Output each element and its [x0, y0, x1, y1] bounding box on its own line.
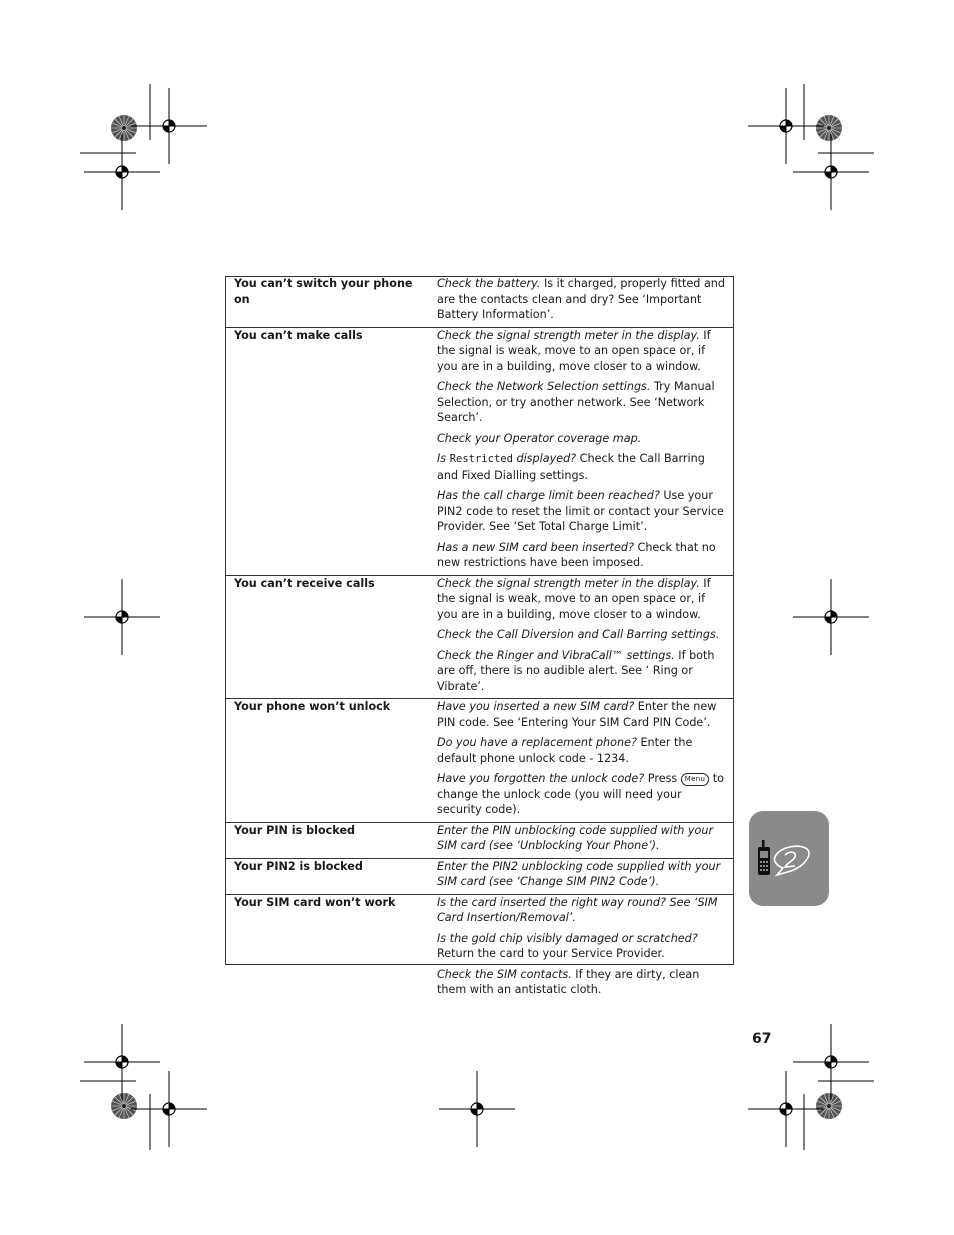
solution-paragraph: [437, 379, 726, 426]
troubleshooting-table: [225, 276, 734, 1002]
problem-label: You can’t make calls: [234, 328, 363, 342]
solution-cell: [427, 699, 734, 823]
solution-check: Is: [437, 452, 450, 465]
solution-text: If they are dirty, clean them with an antistatic cloth.: [437, 967, 700, 996]
solution-paragraph: [437, 823, 726, 854]
solution-check: Check the signal strength meter in the display.: [437, 328, 700, 342]
table-row: [225, 575, 734, 699]
solution-paragraph: [437, 488, 726, 535]
solution-check: Has a new SIM card been inserted?: [437, 540, 634, 554]
table-row: [225, 276, 734, 327]
solution-text: If the signal is weak, move to an open space or, if you are in a building, move closer to a window.: [437, 576, 711, 621]
page-number: 67: [752, 1031, 772, 1047]
solution-cell: [427, 327, 734, 575]
chapter-tab: [749, 811, 829, 906]
solution-check: Check the Ringer and VibraCall™ settings.: [437, 648, 675, 662]
solution-check: Do you have a replacement phone?: [437, 736, 637, 749]
problem-cell: [225, 858, 427, 894]
solution-check: Have you inserted a new SIM card?: [437, 700, 635, 713]
table-row: [225, 858, 734, 894]
solution-text: Is it charged, properly fitted and are the contacts clean and dry? See ‘Important Battery Information’.: [437, 277, 725, 321]
table-row: [225, 822, 734, 858]
problem-label: Your PIN is blocked: [234, 823, 356, 837]
problem-cell: [225, 276, 427, 327]
troubleshooting-table-body: [225, 276, 734, 1002]
problem-cell: [225, 575, 427, 699]
solution-check: Is the gold chip visibly damaged or scratched?: [437, 931, 698, 945]
solution-text: If both are off, there is no audible alert. See ‘ Ring or Vibrate’.: [437, 648, 715, 693]
solution-paragraph: [437, 648, 726, 695]
solution-cell: [427, 575, 734, 699]
problem-cell: [225, 894, 427, 1002]
solution-cell: [427, 822, 734, 858]
table-row: [225, 894, 734, 1002]
solution-paragraph: [437, 895, 726, 926]
solution-check: Enter the PIN unblocking code supplied with your SIM card (see ‘Unblocking Your Phone’).: [437, 823, 714, 852]
solution-check: Check your Operator coverage map.: [437, 431, 642, 445]
problem-label: Your PIN2 is blocked: [234, 859, 363, 873]
solution-check: Check the Call Diversion and Call Barring settings.: [437, 628, 720, 641]
solution-text: Enter the new PIN code. See ‘Entering Your SIM Card PIN Code’.: [437, 700, 717, 729]
problem-label: Your phone won’t unlock: [234, 700, 391, 713]
solution-check: Check the Network Selection settings.: [437, 380, 651, 393]
solution-text: Use your PIN2 code to reset the limit or contact your Service Provider. See ‘Set Total Charge Limit’.: [437, 489, 724, 533]
solution-paragraph: [437, 931, 726, 962]
problem-cell: [225, 327, 427, 575]
solution-text: Return the card to your Service Provider.: [437, 947, 665, 960]
table-row: [225, 699, 734, 823]
solution-text: Try Manual Selection, or try another network. See ‘Network Search’.: [437, 380, 715, 424]
solution-check-continued: displayed?: [512, 452, 577, 465]
solution-check: Have you forgotten the unlock code?: [437, 772, 645, 785]
solution-paragraph: [437, 276, 726, 323]
solution-paragraph: [437, 451, 726, 483]
solution-paragraph: [437, 967, 726, 998]
solution-text: Press: [644, 772, 678, 785]
solution-paragraph: [437, 771, 726, 818]
display-text-restricted: Restricted: [449, 453, 513, 465]
solution-paragraph: [437, 431, 726, 447]
solution-paragraph: [437, 328, 726, 375]
solution-check: Has the call charge limit been reached?: [437, 489, 660, 502]
solution-paragraph: [437, 576, 726, 623]
solution-check: Check the signal strength meter in the display.: [437, 576, 700, 590]
solution-cell: [427, 858, 734, 894]
solution-text-continued: to change the unlock code (you will need your security code).: [437, 772, 725, 816]
solution-paragraph: [437, 627, 726, 643]
problem-label: You can’t receive calls: [234, 576, 375, 590]
solution-check: Check the battery.: [437, 277, 541, 290]
solution-paragraph: [437, 540, 726, 571]
solution-check: Check the SIM contacts.: [437, 967, 572, 981]
solution-check: Is the card inserted the right way round? See ‘SIM Card Insertion/Removal’.: [437, 895, 718, 924]
problem-cell: [225, 822, 427, 858]
menu-key-icon: Menu: [681, 773, 709, 786]
phone-with-speech-bubble-icon: [749, 811, 829, 906]
problem-label: Your SIM card won’t work: [234, 895, 396, 909]
solution-paragraph: [437, 699, 726, 730]
problem-label: You can’t switch your phone on: [234, 277, 413, 306]
solution-check: Enter the PIN2 unblocking code supplied with your SIM card (see ‘Change SIM PIN2 Code’).: [437, 859, 721, 888]
solution-text: Check that no new restrictions have been imposed.: [437, 540, 716, 569]
solution-text: Enter the default phone unlock code - 1234.: [437, 736, 693, 765]
solution-paragraph: [437, 735, 726, 766]
solution-cell: [427, 276, 734, 327]
solution-text: Check the Call Barring and Fixed Dialling settings.: [437, 452, 705, 482]
problem-cell: [225, 699, 427, 823]
solution-cell: [427, 894, 734, 1002]
solution-text: If the signal is weak, move to an open space or, if you are in a building, move closer to a window.: [437, 328, 711, 373]
table-row: [225, 327, 734, 575]
solution-paragraph: [437, 859, 726, 890]
